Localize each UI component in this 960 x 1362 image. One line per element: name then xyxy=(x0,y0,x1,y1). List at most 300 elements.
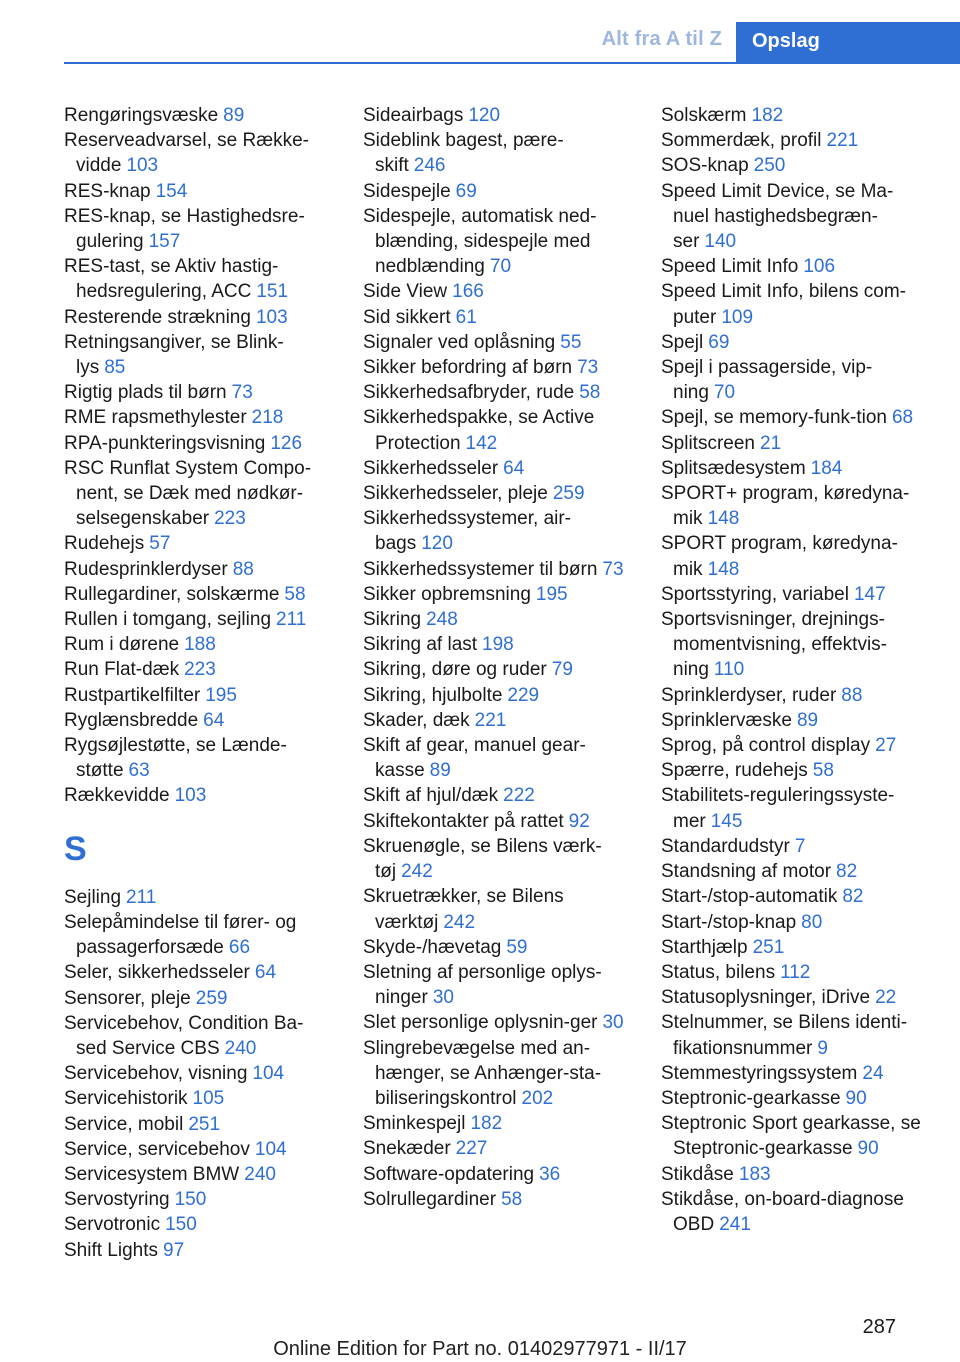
index-page-link[interactable]: 88 xyxy=(841,684,863,706)
index-page-link[interactable]: 104 xyxy=(252,1063,285,1085)
index-page-link[interactable]: 68 xyxy=(891,407,914,429)
index-entry xyxy=(661,733,929,758)
chapter-tab: Opslag xyxy=(736,22,960,64)
index-page-link[interactable]: 148 xyxy=(707,558,740,580)
index-page-link[interactable]: 103 xyxy=(126,155,159,177)
index-page-link[interactable]: 89 xyxy=(429,760,451,782)
index-entry xyxy=(64,204,332,254)
index-entry-text: Skift af hjul/dæk xyxy=(363,785,499,807)
index-entry-text: Spejl i passagerside, vip-ning xyxy=(661,357,873,404)
index-page-link[interactable]: 157 xyxy=(148,231,181,253)
index-entry-text: Slingrebevægelse med an-hænger, se Anhænger-sta-biliseringskontrol xyxy=(363,1037,602,1109)
index-entry-text: Shift Lights xyxy=(64,1239,158,1261)
index-entry-text: Rudehejs xyxy=(64,533,145,555)
index-entry xyxy=(64,986,332,1011)
index-entry xyxy=(661,607,929,683)
index-entry xyxy=(363,506,631,556)
index-page-link[interactable]: 222 xyxy=(503,785,535,807)
index-entry-text: Steptronic-gearkasse xyxy=(661,1087,841,1109)
index-entry xyxy=(64,1086,332,1111)
index-page-link[interactable]: 22 xyxy=(875,987,897,1009)
index-page-link[interactable]: 69 xyxy=(455,180,477,202)
index-column-3 xyxy=(661,103,929,1237)
index-entry xyxy=(64,885,332,910)
index-page-link[interactable]: 259 xyxy=(195,987,228,1009)
index-entry xyxy=(363,683,631,708)
index-column-2 xyxy=(363,103,631,1212)
index-entry xyxy=(661,783,929,833)
index-entry xyxy=(661,330,929,355)
index-page-link[interactable]: 112 xyxy=(780,961,811,983)
index-entry xyxy=(363,708,631,733)
index-page-link[interactable]: 9 xyxy=(817,1037,828,1059)
index-entry xyxy=(661,153,929,178)
index-page-link[interactable]: 64 xyxy=(503,457,525,479)
index-entry xyxy=(64,1212,332,1237)
index-page-link[interactable]: 82 xyxy=(836,861,858,883)
index-entry xyxy=(64,128,332,178)
index-entry-text: Sikkerhedssystemer, air-bags xyxy=(363,508,572,555)
index-page-link[interactable]: 147 xyxy=(853,583,886,605)
index-entry xyxy=(64,330,332,380)
index-page-link[interactable]: 104 xyxy=(254,1138,287,1160)
index-entry-text: Rygsøjlestøtte, se Lænde-støtte xyxy=(64,735,287,782)
index-entry-text: Rudesprinklerdyser xyxy=(64,558,228,580)
index-entry-text: RES-knap xyxy=(64,180,151,202)
index-entry-text: Sikkerhedspakke, se Active Protection xyxy=(363,407,595,454)
index-page-link[interactable]: 183 xyxy=(738,1163,771,1185)
index-entry xyxy=(661,456,929,481)
index-entry xyxy=(661,1111,929,1161)
index-entry xyxy=(64,910,332,960)
index-page-link[interactable]: 246 xyxy=(413,155,446,177)
index-entry xyxy=(363,456,631,481)
index-entry xyxy=(661,254,929,279)
index-entry xyxy=(363,405,631,455)
index-entry-text: RPA-punkteringsvisning xyxy=(64,432,266,454)
index-entry-text: Stelnummer, se Bilens identi-fikationsnummer xyxy=(661,1012,908,1059)
index-entry xyxy=(661,582,929,607)
index-page-link[interactable]: 154 xyxy=(155,180,188,202)
index-entry xyxy=(661,758,929,783)
index-page-link[interactable]: 140 xyxy=(704,231,737,253)
index-page-link[interactable]: 221 xyxy=(474,709,507,731)
index-entry-text: Sikkerhedsseler xyxy=(363,457,499,479)
index-entry xyxy=(363,632,631,657)
index-entry-text: Service, mobil xyxy=(64,1113,184,1135)
index-page-link[interactable]: 242 xyxy=(401,861,433,883)
index-page-link[interactable]: 251 xyxy=(752,936,785,958)
index-entry-text: SPORT program, køredyna-mik xyxy=(661,533,898,580)
index-page-link[interactable]: 184 xyxy=(810,457,843,479)
index-page-link[interactable]: 188 xyxy=(184,634,216,656)
index-page-link[interactable]: 90 xyxy=(857,1138,879,1160)
index-page-link[interactable]: 58 xyxy=(501,1188,523,1210)
index-entry-text: Sprinklervæske xyxy=(661,709,792,731)
index-page-link[interactable]: 126 xyxy=(270,432,303,454)
index-entry-text: Seler, sikkerhedsseler xyxy=(64,962,250,984)
index-entry xyxy=(661,431,929,456)
index-entry xyxy=(661,103,929,128)
index-page-link[interactable]: 109 xyxy=(721,306,754,328)
index-entry xyxy=(64,683,332,708)
index-page-link[interactable]: 73 xyxy=(231,382,253,404)
index-entry xyxy=(64,380,332,405)
index-entry-text: Splitsædesystem xyxy=(661,457,806,479)
index-page-link[interactable]: 151 xyxy=(256,281,289,303)
index-entry-text: Skift af gear, manuel gear-kasse xyxy=(363,735,586,782)
index-entry-text: Sportsvisninger, drejnings-momentvisning, effektvis-ning xyxy=(661,609,888,681)
index-page-link[interactable]: 195 xyxy=(205,684,237,706)
index-entry-text: Sikring xyxy=(363,609,422,631)
index-entry xyxy=(661,1086,929,1111)
index-entry-text: Spejl, se memory-funk-tion xyxy=(661,407,887,429)
index-page-link[interactable]: 198 xyxy=(482,634,514,656)
index-entry xyxy=(64,431,332,456)
index-entry-text: Standsning af motor xyxy=(661,861,832,883)
index-page-link[interactable]: 248 xyxy=(426,609,458,631)
index-page-link[interactable]: 59 xyxy=(506,936,528,958)
index-entry xyxy=(64,733,332,783)
index-page-link[interactable]: 202 xyxy=(521,1087,554,1109)
index-page-link[interactable]: 103 xyxy=(174,785,207,807)
index-entry-text: Rullen i tomgang, sejling xyxy=(64,609,272,631)
index-entry xyxy=(661,910,929,935)
index-entry xyxy=(64,1011,332,1061)
index-entry-text: Service, servicebehov xyxy=(64,1138,250,1160)
index-entry xyxy=(64,1061,332,1086)
index-entry xyxy=(661,960,929,985)
index-page-link[interactable]: 241 xyxy=(719,1213,751,1235)
index-entry xyxy=(363,481,631,506)
index-entry-text: Steptronic Sport gearkasse, se Steptronic-gearkasse xyxy=(661,1113,921,1160)
index-entry-text: Stemmestyringssystem xyxy=(661,1062,858,1084)
index-entry-text: Servotronic xyxy=(64,1214,161,1236)
index-entry xyxy=(64,708,332,733)
index-page-link[interactable]: 182 xyxy=(470,1113,503,1135)
index-entry-text: Run Flat-dæk xyxy=(64,659,180,681)
index-entry-text: Software-opdatering xyxy=(363,1163,535,1185)
index-page-link[interactable]: 73 xyxy=(577,357,599,379)
index-page-link[interactable]: 166 xyxy=(452,281,484,303)
index-page-link[interactable]: 223 xyxy=(214,508,246,530)
index-page-link[interactable]: 105 xyxy=(192,1088,225,1110)
index-entry xyxy=(661,985,929,1010)
index-entry xyxy=(363,935,631,960)
edition-note: Online Edition for Part no. 01402977971 - II/17 xyxy=(273,1338,687,1360)
index-entry xyxy=(363,179,631,204)
index-entry-text: Rum i dørene xyxy=(64,634,180,656)
index-page-link[interactable]: 57 xyxy=(149,533,171,555)
index-entry-text: Slet personlige oplysnin-ger xyxy=(363,1012,598,1034)
index-entry-text: Rullegardiner, solskærme xyxy=(64,583,280,605)
index-entry xyxy=(363,1162,631,1187)
index-entry-text: Servicebehov, Condition Ba-sed Service CBS xyxy=(64,1012,304,1059)
index-entry xyxy=(661,355,929,405)
index-entry xyxy=(661,128,929,153)
index-page-link[interactable]: 120 xyxy=(421,533,453,555)
index-entry xyxy=(363,657,631,682)
index-entry xyxy=(64,632,332,657)
index-entry xyxy=(64,1112,332,1137)
index-page-link[interactable]: 106 xyxy=(803,256,836,278)
index-entry xyxy=(661,481,929,531)
index-page-link[interactable]: 61 xyxy=(455,306,477,328)
index-entry xyxy=(363,783,631,808)
index-page-link[interactable]: 90 xyxy=(845,1087,867,1109)
index-entry-text: Sprinklerdyser, ruder xyxy=(661,684,837,706)
index-page-link[interactable]: 30 xyxy=(432,987,454,1009)
index-entry-text: Retningsangiver, se Blink-lys xyxy=(64,331,284,379)
index-page-link[interactable]: 58 xyxy=(579,382,601,404)
index-entry-text: Servicebehov, visning xyxy=(64,1063,248,1085)
index-entry xyxy=(661,859,929,884)
index-entry xyxy=(64,531,332,556)
index-entry xyxy=(661,1010,929,1060)
index-entry-text: Sportsstyring, variabel xyxy=(661,583,849,605)
index-entry-text: Starthjælp xyxy=(661,936,748,958)
index-entry xyxy=(64,607,332,632)
index-entry xyxy=(363,355,631,380)
index-entry xyxy=(64,582,332,607)
index-entry xyxy=(661,708,929,733)
index-entry-text: Standardudstyr xyxy=(661,835,790,857)
index-entry xyxy=(363,884,631,934)
index-page-link[interactable]: 63 xyxy=(128,760,150,782)
index-entry-text: RSC Runflat System Compo-nent, se Dæk med nødkør-selsegenskaber xyxy=(64,457,312,530)
index-page-link[interactable]: 227 xyxy=(455,1138,488,1160)
index-page-link[interactable]: 251 xyxy=(188,1113,221,1135)
index-entry xyxy=(363,834,631,884)
index-entry-text: Selepåmindelse til fører- og passagerforsæde xyxy=(64,911,297,959)
index-page-link[interactable]: 89 xyxy=(223,105,245,126)
index-entry-text: Sideairbags xyxy=(363,105,464,126)
index-page-link[interactable]: 36 xyxy=(539,1163,561,1185)
index-page-link[interactable]: 69 xyxy=(708,331,730,353)
index-entry-text: Resterende strækning xyxy=(64,306,251,328)
section-title: Alt fra A til Z xyxy=(601,28,722,50)
index-entry xyxy=(363,809,631,834)
index-entry xyxy=(64,1137,332,1162)
index-entry xyxy=(363,960,631,1010)
index-entry-text: Sikker befordring af børn xyxy=(363,357,573,379)
index-entry xyxy=(363,305,631,330)
index-entry xyxy=(64,305,332,330)
index-page-link[interactable]: 110 xyxy=(713,659,745,681)
index-entry-text: Side View xyxy=(363,281,448,303)
index-page-link[interactable]: 58 xyxy=(284,583,306,605)
index-entry-text: Servostyring xyxy=(64,1189,170,1211)
index-entry-text: Sejling xyxy=(64,886,122,908)
index-page-link[interactable]: 79 xyxy=(551,659,573,681)
index-page-link[interactable]: 221 xyxy=(826,130,859,152)
index-entry-text: Start-/stop-automatik xyxy=(661,886,838,908)
index-entry-text: Solrullegardiner xyxy=(363,1188,497,1210)
index-page-link[interactable]: 218 xyxy=(251,407,284,429)
index-entry xyxy=(363,380,631,405)
index-entry xyxy=(64,783,332,808)
index-page-link[interactable]: 229 xyxy=(507,684,540,706)
index-entry xyxy=(363,1187,631,1212)
index-page-link[interactable]: 80 xyxy=(801,911,823,933)
index-entry xyxy=(64,456,332,532)
index-page-link[interactable]: 240 xyxy=(224,1037,257,1059)
index-entry-text: Sminkespejl xyxy=(363,1113,466,1135)
index-letter-heading: S xyxy=(64,829,87,868)
index-entry xyxy=(64,179,332,204)
index-entry-text: Sikring, døre og ruder xyxy=(363,659,547,681)
index-page-link[interactable]: 27 xyxy=(875,735,897,757)
index-entry-text: Sid sikkert xyxy=(363,306,451,328)
index-entry-text: Sletning af personlige oplys-ninger xyxy=(363,961,602,1009)
index-entry-text: Rækkevidde xyxy=(64,785,170,807)
index-entry-text: Sideblink bagest, pære-skift xyxy=(363,130,564,177)
index-entry-text: Skader, dæk xyxy=(363,709,470,731)
index-entry-text: Speed Limit Device, se Ma-nuel hastighedsbegræn-ser xyxy=(661,180,894,253)
index-entry xyxy=(64,103,332,128)
index-entry-text: Servicesystem BMW xyxy=(64,1163,240,1185)
index-entry xyxy=(661,1061,929,1086)
index-page-link[interactable]: 21 xyxy=(760,432,782,454)
index-entry-text: Statusoplysninger, iDrive xyxy=(661,987,871,1009)
index-entry-text: Sensorer, pleje xyxy=(64,987,191,1009)
index-entry-text: Reserveadvarsel, se Række-vidde xyxy=(64,130,309,177)
index-page-link[interactable]: 70 xyxy=(713,382,736,404)
index-page-link[interactable]: 195 xyxy=(535,583,568,605)
index-entry xyxy=(64,1238,332,1263)
index-entry-text: Sikring, hjulbolte xyxy=(363,684,503,706)
index-entry-text: Spejl xyxy=(661,331,704,353)
index-entry xyxy=(661,1187,929,1237)
index-entry xyxy=(661,1162,929,1187)
index-page-link[interactable]: 85 xyxy=(104,357,126,379)
index-page-link[interactable]: 24 xyxy=(862,1062,884,1084)
index-entry-text: Skyde-/hævetag xyxy=(363,936,502,958)
index-entry-text: Sikkerhedssystemer til børn xyxy=(363,558,598,580)
index-entry-text: RES-tast, se Aktiv hastig-hedsregulering, ACC xyxy=(64,256,279,303)
index-page-link[interactable]: 66 xyxy=(228,937,251,959)
index-entry xyxy=(363,103,631,128)
index-page-link[interactable]: 150 xyxy=(174,1189,207,1211)
index-entry-text: Sikring af last xyxy=(363,634,478,656)
index-entry xyxy=(363,1111,631,1136)
index-entry-text: Stikdåse, on-board-diagnose OBD xyxy=(661,1188,904,1235)
index-entry-text: SOS-knap xyxy=(661,155,749,177)
index-entry-text: Ryglænsbredde xyxy=(64,709,199,731)
index-entry xyxy=(64,254,332,304)
index-entry xyxy=(661,884,929,909)
index-entry xyxy=(661,834,929,859)
index-page-link[interactable]: 73 xyxy=(602,558,624,580)
index-page-link[interactable]: 89 xyxy=(796,709,819,731)
index-entry-text: Stabilitets-reguleringssyste-mer xyxy=(661,785,895,832)
index-page-link[interactable]: 250 xyxy=(753,155,786,177)
index-entry xyxy=(363,607,631,632)
index-entry-text: Sikkerhedsafbryder, rude xyxy=(363,382,575,404)
index-entry-text: Sidespejle xyxy=(363,180,451,202)
index-entry-text: Splitscreen xyxy=(661,432,755,454)
index-entry-text: RME rapsmethylester xyxy=(64,407,247,429)
index-entry xyxy=(661,405,929,430)
page-number: 287 xyxy=(862,1316,896,1338)
index-page-link[interactable]: 103 xyxy=(255,306,288,328)
index-entry xyxy=(363,1136,631,1161)
index-entry-text: Spærre, rudehejs xyxy=(661,760,808,782)
index-entry xyxy=(661,935,929,960)
index-page-link[interactable]: 240 xyxy=(244,1163,276,1185)
index-page-link[interactable]: 182 xyxy=(751,105,784,126)
index-page-link[interactable]: 64 xyxy=(203,709,225,731)
index-entry-text: Skiftekontakter på rattet xyxy=(363,810,564,832)
index-entry-text: Stikdåse xyxy=(661,1163,734,1185)
index-entry-text: Snekæder xyxy=(363,1138,451,1160)
index-page-link[interactable]: 82 xyxy=(842,886,864,908)
index-entry xyxy=(363,128,631,178)
index-column-1 xyxy=(64,103,332,1263)
index-page-link[interactable]: 120 xyxy=(468,105,501,126)
index-entry-text: Sidespejle, automatisk ned-blænding, sidespejle med nedblænding xyxy=(363,205,597,278)
index-entry-text: Sikker opbremsning xyxy=(363,583,531,605)
index-page-link[interactable]: 242 xyxy=(443,911,476,933)
index-entry xyxy=(363,1010,631,1035)
index-entry xyxy=(64,405,332,430)
index-entry-text: RES-knap, se Hastighedsre-gulering xyxy=(64,205,305,253)
index-page-link[interactable]: 150 xyxy=(165,1214,197,1236)
index-page-link[interactable]: 142 xyxy=(465,432,498,454)
index-page-link[interactable]: 211 xyxy=(126,886,157,908)
index-entry xyxy=(661,683,929,708)
index-page-link[interactable]: 148 xyxy=(707,508,740,530)
index-entry xyxy=(64,960,332,985)
index-page-link[interactable]: 58 xyxy=(812,760,834,782)
index-entry xyxy=(661,279,929,329)
index-entry xyxy=(363,279,631,304)
index-page-link[interactable]: 145 xyxy=(710,810,743,832)
index-entry xyxy=(363,1036,631,1112)
index-entry xyxy=(363,557,631,582)
index-entry-text: Start-/stop-knap xyxy=(661,911,797,933)
index-entry-text: Skruenøgle, se Bilens værk-tøj xyxy=(363,835,602,883)
index-entry xyxy=(661,531,929,581)
index-entry xyxy=(363,330,631,355)
index-page-link[interactable]: 92 xyxy=(568,810,590,832)
index-page-link[interactable]: 97 xyxy=(163,1239,185,1261)
index-entry-text: Solskærm xyxy=(661,105,747,126)
index-entry-text: Rigtig plads til børn xyxy=(64,382,227,404)
index-page-link[interactable]: 55 xyxy=(560,331,582,353)
index-page-link[interactable]: 64 xyxy=(254,962,277,984)
index-page-link[interactable]: 223 xyxy=(184,659,216,681)
index-entry-text: SPORT+ program, køredyna-mik xyxy=(661,483,910,530)
index-entry-text: Servicehistorik xyxy=(64,1088,188,1110)
index-page-link[interactable]: 259 xyxy=(552,483,585,505)
index-entry-text: Rustpartikelfilter xyxy=(64,684,201,706)
index-entry-text: Signaler ved oplåsning xyxy=(363,331,556,353)
index-page-link[interactable]: 30 xyxy=(602,1012,624,1034)
index-page-link[interactable]: 7 xyxy=(794,835,806,857)
index-entry-text: Sikkerhedsseler, pleje xyxy=(363,483,548,505)
index-entry xyxy=(363,733,631,783)
index-entry xyxy=(64,657,332,682)
index-entry-text: Sommerdæk, profil xyxy=(661,130,822,152)
index-entry-text: Speed Limit Info, bilens com-puter xyxy=(661,281,907,328)
index-page-link[interactable]: 70 xyxy=(489,256,512,278)
index-page-link[interactable]: 211 xyxy=(276,609,307,631)
index-page-link[interactable]: 88 xyxy=(232,558,254,580)
index-entry xyxy=(363,204,631,280)
index-entry-text: Skruetrækker, se Bilens værktøj xyxy=(363,886,564,933)
index-entry xyxy=(64,557,332,582)
